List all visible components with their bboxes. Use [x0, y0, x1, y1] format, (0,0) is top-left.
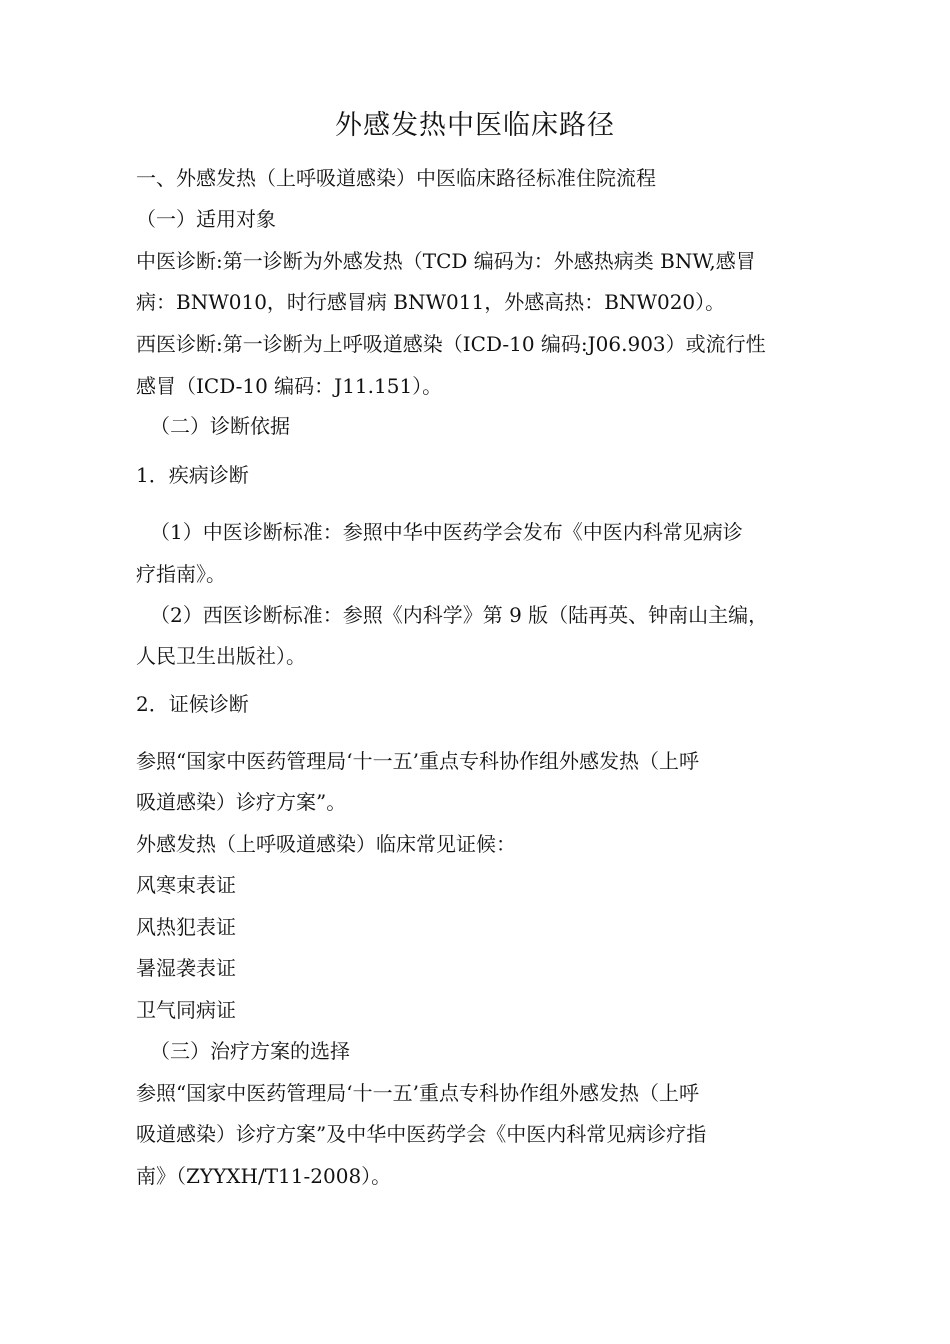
- paragraph-line: 南》（ZYYXH/T11-2008）。: [136, 1164, 392, 1188]
- paragraph-line: （1）中医诊断标准：参照中华中医药学会发布《中医内科常见病诊: [150, 520, 743, 544]
- paragraph-line: 外感发热（上呼吸道感染）临床常见证候：: [136, 832, 516, 856]
- list-item: 暑湿袭表证: [136, 956, 236, 980]
- paragraph-line: 人民卫生出版社）。: [136, 644, 306, 668]
- document-title: 外感发热中医临床路径: [335, 110, 615, 141]
- list-item: 卫气同病证: [136, 998, 236, 1022]
- numbered-heading: 1．疾病诊断: [136, 463, 249, 487]
- section-heading-1: 一、外感发热（上呼吸道感染）中医临床路径标准住院流程: [136, 166, 656, 190]
- paragraph-line: 参照“国家中医药管理局‘十一五’重点专科协作组外感发热（上呼: [136, 1081, 699, 1105]
- paragraph-line: 西医诊断:第一诊断为上呼吸道感染（ICD-10 编码:J06.903）或流行性: [136, 332, 766, 356]
- subsection-heading: （一）适用对象: [136, 207, 276, 231]
- paragraph-line: 中医诊断:第一诊断为外感发热（TCD 编码为：外感热病类 BNW,感冒: [136, 249, 756, 273]
- paragraph-line: 感冒（ICD-10 编码：J11.151）。: [136, 374, 443, 398]
- paragraph-line: 吸道感染）诊疗方案”及中华中医药学会《中医内科常见病诊疗指: [136, 1122, 707, 1146]
- paragraph-line: 吸道感染）诊疗方案”。: [136, 790, 347, 814]
- paragraph-line: 疗指南》。: [136, 562, 226, 586]
- paragraph-line: （2）西医诊断标准：参照《内科学》第 9 版（陆再英、钟南山主编，: [150, 603, 769, 627]
- subsection-heading: （二）诊断依据: [150, 414, 290, 438]
- numbered-heading: 2．证候诊断: [136, 692, 249, 716]
- paragraph-line: 参照“国家中医药管理局‘十一五’重点专科协作组外感发热（上呼: [136, 749, 699, 773]
- paragraph-line: 病：BNW010，时行感冒病 BNW011，外感高热：BNW020）。: [136, 290, 726, 314]
- list-item: 风寒束表证: [136, 873, 236, 897]
- list-item: 风热犯表证: [136, 915, 236, 939]
- subsection-heading: （三）治疗方案的选择: [150, 1039, 350, 1063]
